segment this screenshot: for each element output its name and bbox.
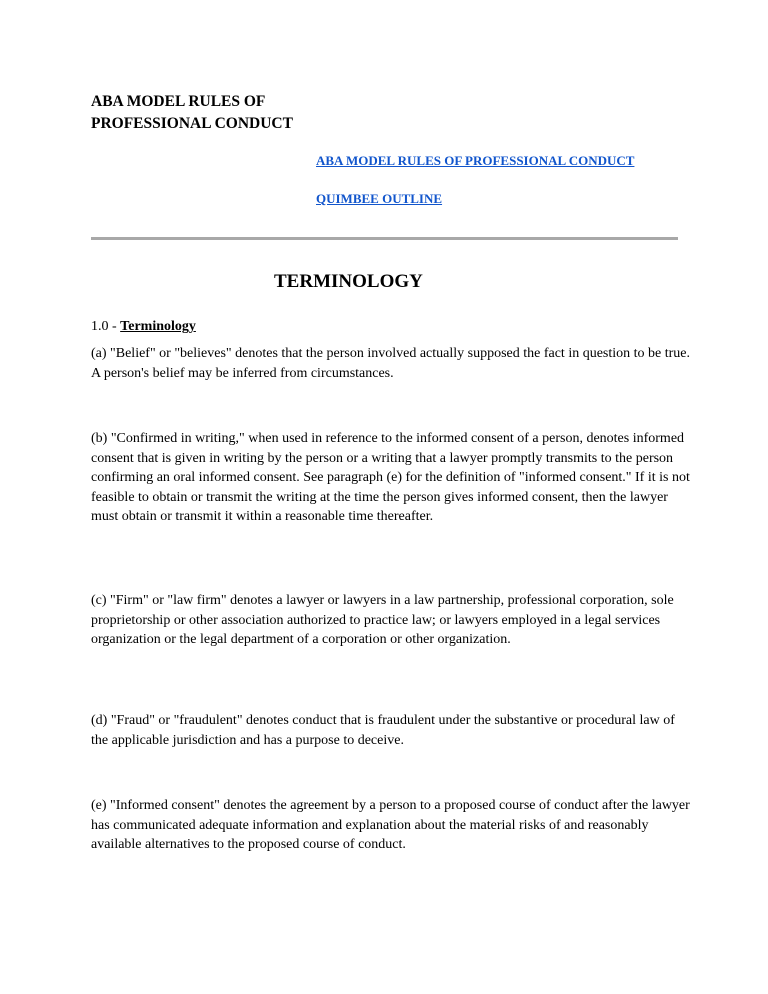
horizontal-divider — [91, 237, 678, 240]
quimbee-outline-link[interactable]: QUIMBEE OUTLINE — [316, 191, 443, 206]
paragraph-c-firm: (c) "Firm" or "law firm" denotes a lawyer or lawyers in a law partnership, professional corporation, sole proprietorship or other association authorized to practice law; or lawyers employed in a legal services organization or the legal department of a corporation or other organization. — [91, 593, 674, 647]
paragraph-a-belief: (a) "Belief" or "believes" denotes that the person involved actually supposed the fact in question to be true. A person's belief may be inferred from circumstances. — [91, 346, 691, 381]
paragraph-d-fraud: (d) "Fraud" or "fraudulent" denotes conduct that is fraudulent under the substantive or procedural law of the applicable jurisdiction and has a purpose to deceive. — [91, 713, 675, 748]
rule-number: 1.0 - — [91, 319, 121, 334]
rule-name: Terminology — [120, 319, 196, 334]
document-title: ABA MODEL RULES OF PROFESSIONAL CONDUCT — [91, 93, 293, 132]
reference-links — [316, 152, 634, 208]
aba-model-rules-link[interactable]: ABA MODEL RULES OF PROFESSIONAL CONDUCT — [316, 153, 635, 168]
section-heading: TERMINOLOGY — [274, 271, 423, 292]
rule-header — [91, 317, 196, 337]
paragraph-b-confirmed-in-writing: (b) "Confirmed in writing," when used in reference to the informed consent of a person, denotes informed consent that is given in writing by the person or a writing that a lawyer promptly transmits to the person confirming an oral informed consent. See paragraph (e) for the definition of "informed consent." If it is not feasible to obtain or transmit the writing at the time the person gives informed consent, then the lawyer must obtain or transmit it within a reasonable time thereafter. — [91, 431, 690, 524]
paragraph-e-informed-consent: (e) "Informed consent" denotes the agreement by a person to a proposed course of conduct after the lawyer has communicated adequate information and explanation about the material risks of and reasonably available alternatives to the proposed course of conduct. — [91, 798, 690, 852]
